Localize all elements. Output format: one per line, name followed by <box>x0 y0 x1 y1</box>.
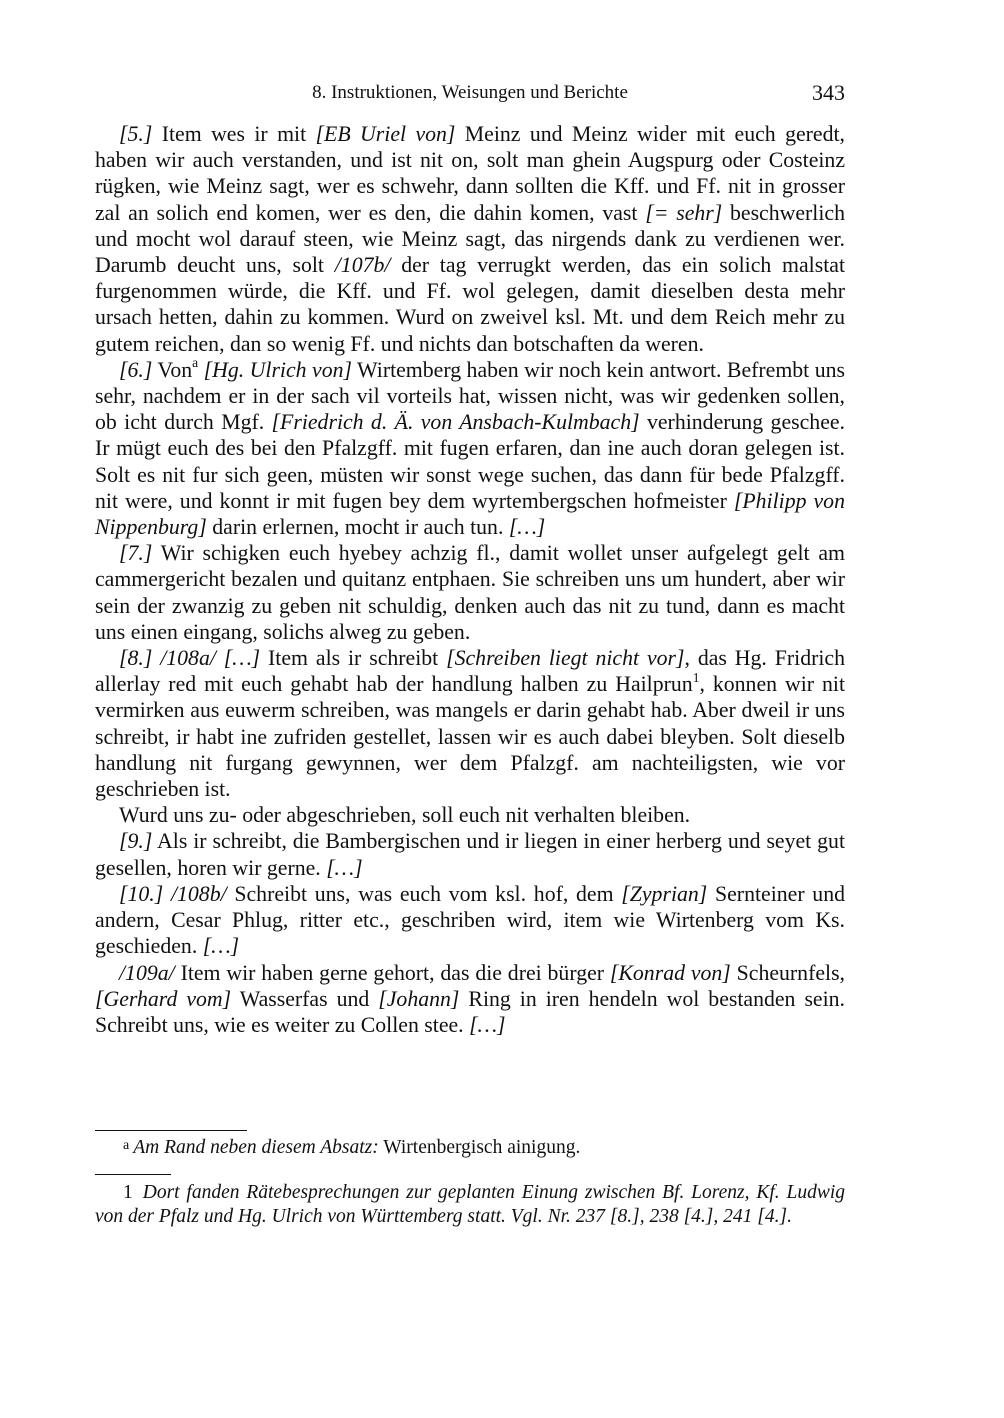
paragraph-6: [6.] Von$^a$ [Hg. Ulrich von] Wirtemberg haben wir noch kein antwort. Befrembt uns sehr, nachdem er in der sach vil vorteils hat, wissen nicht, was wir gedenken sollen, ob icht durch Mgf. [Friedrich d. Ä. von Ansbach-Kulmbach] verhinderung geschee. Ir mügt euch des bei den Pfalzgff. mit fugen erfaren, dan ine auch doran gelegen ist. Solt es nit fur sich geen, müsten wir sonst wege suchen, das dann für bede Pfalzgff. nit were, und konnt ir mit fugen bey dem wyrtembergschen hofmeister [Philipp von Nippenburg] darin erlernen, mocht ir auch tun. […] <box>95 355 845 540</box>
editorial-note: [Schreiben liegt nicht vor] <box>446 646 685 671</box>
folio-marker: /107b/ <box>334 253 391 278</box>
paragraph-7: [7.] Wir schigken euch hyebey achzig fl., damit wollet unser aufgelegt gelt am cammergericht bezalen und quitanz entphaen. Sie schreiben uns um hundert, aber wir sein der zwanzig zu geben nit schuldig, denken auch das nit zu tund, dann es macht uns einen eingang, solichs alweg zu geben. <box>95 541 845 644</box>
paragraph-number: [8.] /108a/ […] <box>119 646 261 671</box>
ellipsis: […] <box>326 855 363 880</box>
paragraph-number: [10.] /108b/ <box>119 881 227 906</box>
ellipsis: […] <box>202 934 240 959</box>
paragraph-number: [9.] <box>119 829 153 854</box>
paragraph-9: [9.] Als ir schreibt, die Bambergischen und ir liegen in einer herberg und seyet gut gesellen, horen wir gerne. […] <box>95 829 845 880</box>
page-header <box>95 80 845 108</box>
editorial-note: [Zyprian] <box>621 881 708 906</box>
editorial-note: [Gerhard vom] <box>95 986 232 1011</box>
running-head: 8. Instruktionen, Weisungen und Berichte <box>312 82 628 103</box>
footnote-divider <box>95 1130 247 1131</box>
paragraph-number: [7.] <box>119 541 153 566</box>
footnote-text: Wirtenbergisch ainigung. <box>378 1137 581 1158</box>
ellipsis: […] <box>508 515 546 540</box>
editorial-note: [EB Uriel von] <box>315 122 456 146</box>
page-number: 343 <box>812 80 845 105</box>
footnote-ref-a[interactable]: a <box>192 355 199 371</box>
folio-marker: /109a/ <box>119 960 175 985</box>
paragraph-number: [6.] <box>119 357 153 382</box>
footnote-marker: 1 <box>123 1182 133 1203</box>
main-text <box>95 121 845 1038</box>
editorial-note: [Konrad von] <box>609 960 731 985</box>
footnote-ref-1[interactable]: 1 <box>692 669 700 685</box>
editorial-note: [Hg. Ulrich von] <box>203 357 352 382</box>
editorial-note: [Friedrich d. Ä. von Ansbach-Kulmbach] <box>271 410 640 435</box>
footnote-text: Dort fanden Rätebesprechungen zur geplanten Einung zwischen Bf. Lorenz, Kf. Ludwig von der Pfalz und Hg. Ulrich von Württemberg statt. Vgl. Nr. 237 [8.], 238 [4.], 241 [4.]. <box>95 1182 845 1227</box>
paragraph-number: [5.] <box>119 122 153 146</box>
footnote-divider <box>95 1174 171 1175</box>
editorial-note: [Johann] <box>378 986 460 1011</box>
ellipsis: […] <box>469 1012 506 1037</box>
paragraph-8: [8.] /108a/ […] Item als ir schreibt [Schreiben liegt nicht vor], das Hg. Fridrich allerlay red mit euch gehabt hab der handlung halben zu Hailprun$^1$, konnen wir nit vermirken aus euwerm schreiben, was mangels er darin gehabt hab. Aber dweil ir uns schreibt, ir habt ine zufriden gestellet, lassen wir es auch dabei bleyben. Solt dieselb handlung nit furgang gewynnen, wer dem Pfalzgf. am nachteiligsten, wie vor geschrieben ist. <box>95 646 846 802</box>
paragraph-8-continued: Wurd uns zu- oder abgeschrieben, soll euch nit verhalten bleiben. <box>119 803 691 828</box>
paragraph-10: [10.] /108b/ Schreibt uns, was euch vom ksl. hof, dem [Zyprian] Sernteiner und andern, Cesar Phlug, ritter etc., geschriben wird, item wie Wirtenberg vom Ks. geschieden. […] <box>95 881 846 959</box>
editorial-note: [Philipp von Nippenburg] <box>95 488 845 540</box>
footnote-a <box>95 1134 845 1160</box>
editorial-note: [= sehr] <box>645 200 723 225</box>
footnote-1 <box>95 1181 845 1229</box>
footnote-marker: a <box>123 1138 130 1153</box>
paragraph-5: [5.] Item wes ir mit [EB Uriel von] Meinz und Meinz wider mit euch geredt, haben wir auch verstanden, und ist nit on, solt man ghein Augspurg oder Costeinz rügken, wie Meinz sagt, wer es schwehr, dann sollten die Kff. und Ff. nit in grosser zal an solich end komen, wer es den, die dahin komen, vast [= sehr] beschwerlich und mocht wol darauf steen, wie Meinz sagt, das nirgends dank zu verdienen wer. Darumb deucht uns, solt /107b/ der tag verrugkt werden, das ein solich malstat furgenommen würde, die Kff. und Ff. wol gelegen, damit dieselben desta mehr ursach hetten, dahin zu kommen. Wurd on zweivel ksl. Mt. und dem Reich mehr zu gutem reichen, dan so wenig Ff. und nichts dan botschaften da weren. <box>95 122 846 356</box>
footnote-italic: Am Rand neben diesem Absatz: <box>133 1137 379 1158</box>
paragraph-11: /109a/ Item wir haben gerne gehort, das die drei bürger [Konrad von] Scheurnfels, [Gerhard vom] Wasserfas und [Johann] Ring in iren hendeln wol bestanden sein. Schreibt uns, wie es weiter zu Collen stee. […] <box>95 960 846 1037</box>
